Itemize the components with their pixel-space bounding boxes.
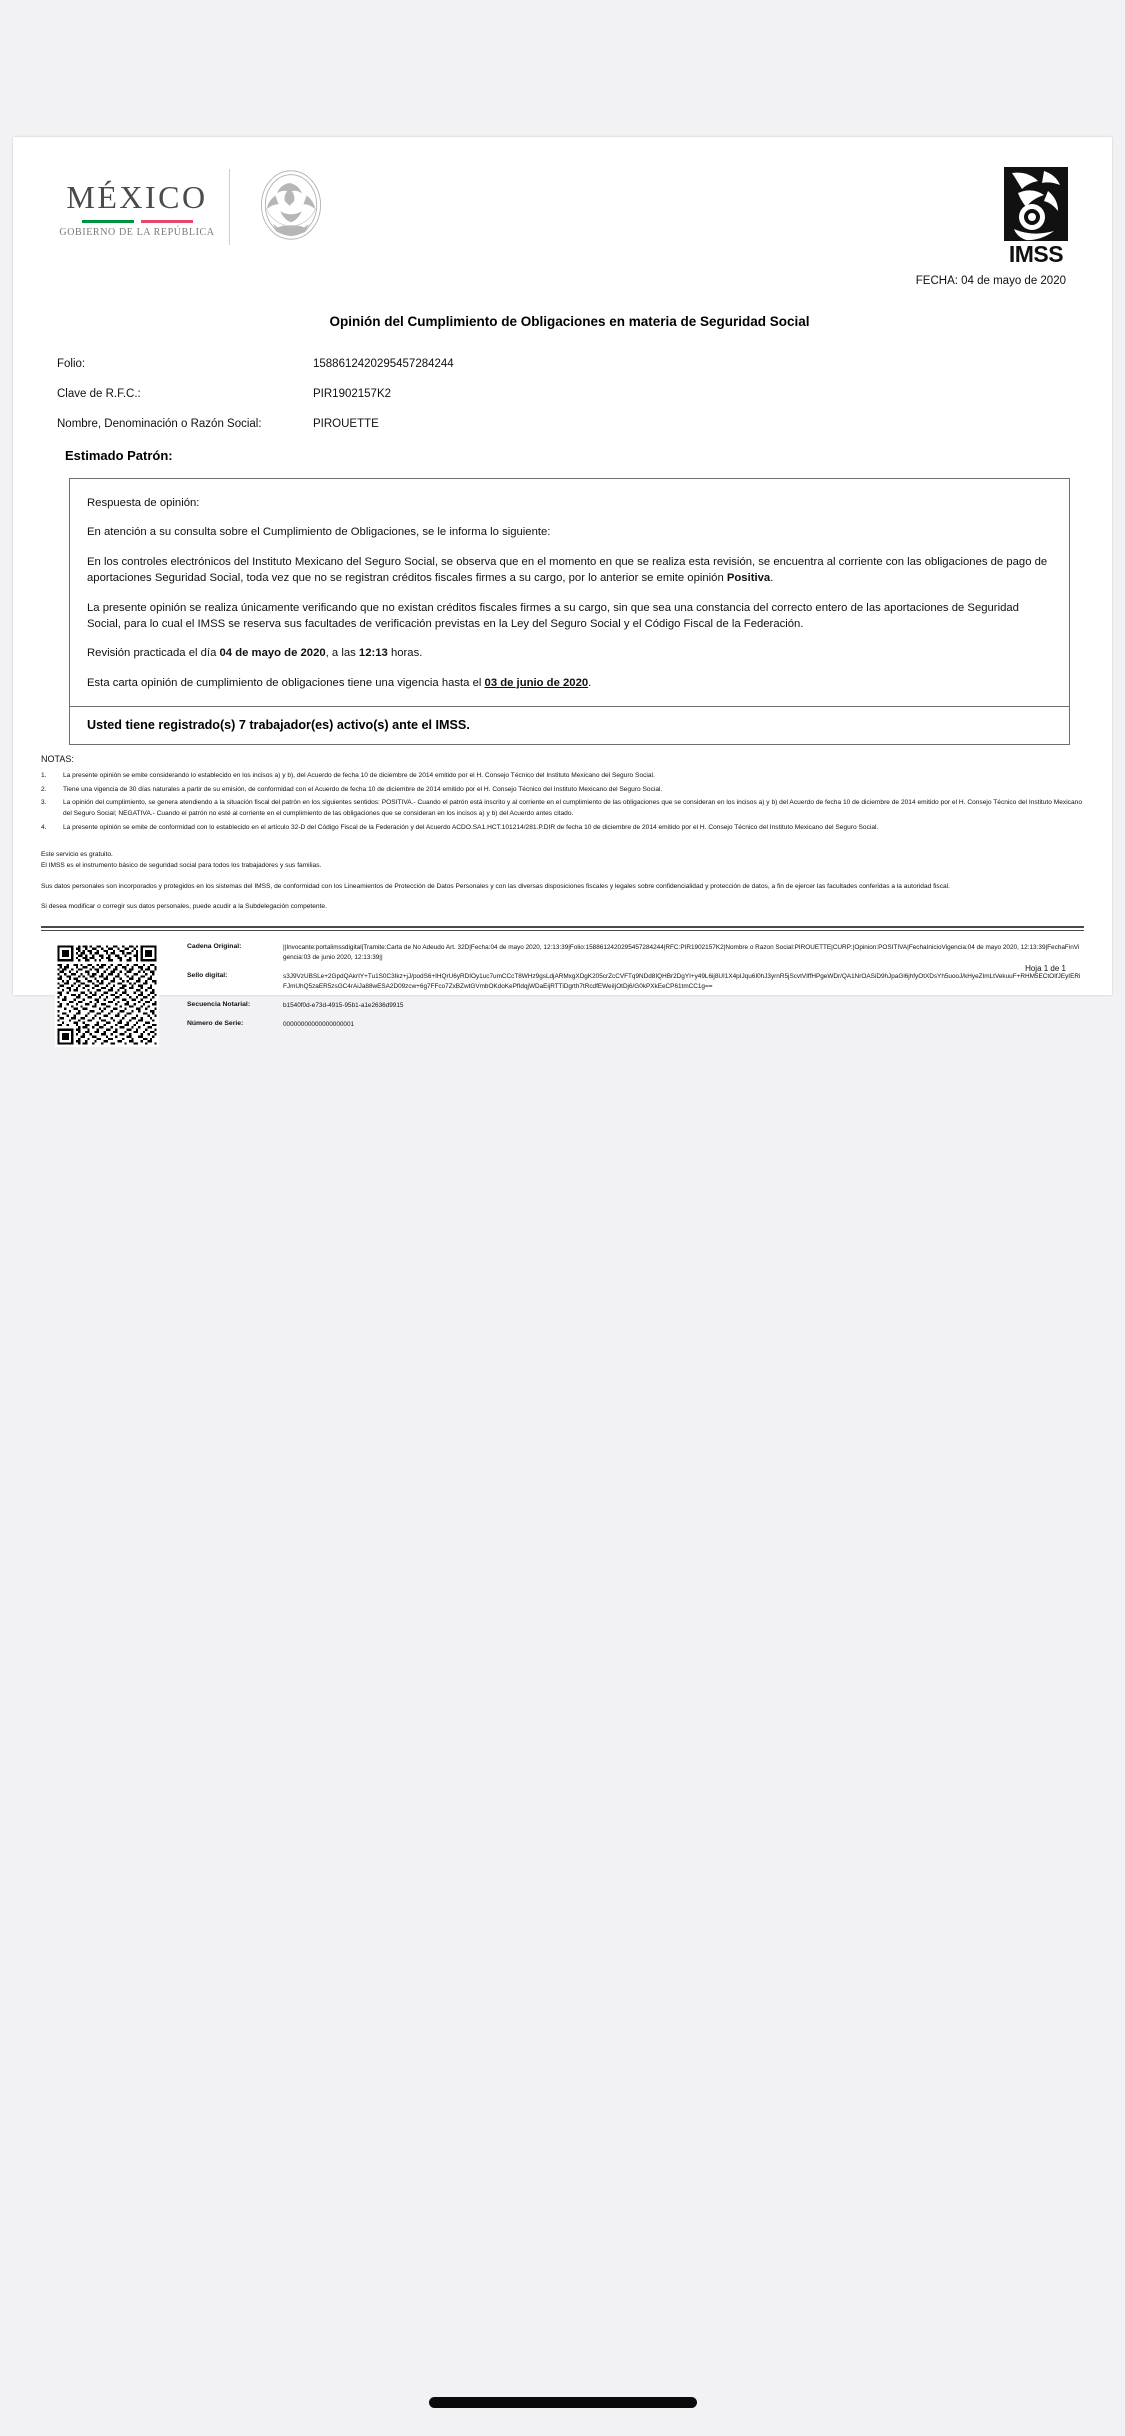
note-text: La opinión del cumplimiento, se genera atendiendo a la situación fiscal del patrón en los siguientes sentidos: POSITIVA.- Cuando el patrón está inscrito y al corriente en el cumplimiento de las obligaciones que se consideran en los incisos a) y b) del Acuerdo de fecha 10 de diciembre de 2014 emitido por el H. Consejo Técnico del Instituto Mexicano del Seguro Social; NEGATIVA.- Cuando el patrón no esté al corriente en el cumplimiento de las obligaciones que se consideran en los incisos a) y b) del Acuerdo antes citado. (63, 799, 1082, 818)
vigencia-post: . (588, 676, 592, 689)
sig-label-serie: Número de Serie: (187, 1019, 244, 1027)
field-label-folio: Folio: (57, 358, 86, 370)
response-body (70, 479, 1069, 706)
imss-wordmark-text: IMSS (1008, 241, 1064, 267)
document-date: FECHA: 04 de mayo de 2020 (915, 275, 1066, 287)
mexico-subtitle-text: GOBIERNO DE LA REPÚBLICA (59, 226, 215, 238)
response-box (69, 478, 1070, 745)
gobierno-logo-group (57, 163, 330, 247)
field-label-nombre: Nombre, Denominación o Razón Social: (57, 418, 262, 430)
response-vigencia (87, 675, 1052, 691)
response-revision (87, 645, 1052, 661)
field-row-nombre (57, 418, 1112, 430)
legal-line-gratuito: Este servicio es gratuito. (41, 851, 113, 859)
worker-count-text: Usted tiene registrado(s) 7 trabajador(es) activo(s) ante el IMSS. (70, 706, 1069, 744)
revision-mid: , a las (325, 647, 359, 660)
page-title: Opinión del Cumplimiento de Obligaciones en materia de Seguridad Social (329, 314, 810, 329)
response-disclaimer: La presente opinión se realiza únicamente verificando que no existan créditos fiscales firmes a su cargo, sin que sea una constancia del correcto entero de las aportaciones de Seguridad Social, para lo cual el IMSS se reserva sus facultades de verificación previstas en la Ley del Seguro Social y el Código Fiscal de la Federación. (87, 601, 1019, 630)
sig-value-cadena: ||Invocante:portalimssdigital|Tramite:Carta de No Adeudo Art. 32D|Fecha:04 de mayo 2020, 12:13:39|Folio:1588612420295457284244|RFC:PIR1902157K2|Nombre o Razon Social:PIROUETTE|CURP:|Opinion:POSITIVA|FechaInicioVigencia:04 de mayo 2020, 12:13:39|FechaFinVigencia:03 de junio 2020, 12:13:39|| (283, 944, 1080, 961)
sig-label-cadena: Cadena Original: (187, 943, 242, 951)
sig-value-secuencia: b1540f0d-e73d-4915-95b1-a1e2636d9915 (283, 1001, 404, 1009)
response-status-pre: En los controles electrónicos del Instituto Mexicano del Seguro Social, se observa que en el momento en que se realiza esta revisión, se encuentra al corriente con las obligaciones de pago de aportaciones Seguridad Social, toda vez que no se registran créditos fiscales firmes a su cargo, por lo anterior se emite opinión (87, 555, 1048, 585)
mexico-wordmark (57, 173, 217, 238)
note-text: La presente opinión se emite considerando lo establecido en los incisos a) y b), del Acuerdo de fecha 10 de diciembre de 2014 emitido por el H. Consejo Técnico del Instituto Mexicano del Seguro Social. (63, 772, 655, 779)
response-status-post: . (770, 572, 774, 585)
vigencia-pre: Esta carta opinión de cumplimiento de obligaciones tiene una vigencia hasta el (87, 676, 485, 689)
legal-spacer (41, 872, 1082, 882)
response-status-paragraph (87, 554, 1052, 587)
note-text: Tiene una vigencia de 30 días naturales a partir de su emisión, de conformidad con el Acuerdo de fecha 10 de diciembre de 2014 emitido por el H. Consejo Técnico del Instituto Mexicano del Seguro Social. (63, 785, 663, 793)
revision-date: 04 de mayo de 2020 (219, 647, 326, 660)
legal-block (13, 850, 1112, 913)
legal-line-modificar: Si desea modificar o corregir sus datos personales, puede acudir a la Subdelegación competente. (41, 903, 327, 911)
revision-post: horas. (387, 647, 423, 660)
sig-row-sello (187, 972, 1082, 992)
note-item (41, 798, 1082, 819)
notes-heading: NOTAS: (41, 754, 74, 764)
vigencia-date: 03 de junio de 2020 (484, 676, 589, 689)
sig-label-sello: Sello digital: (187, 971, 228, 979)
notes-list (13, 771, 1112, 833)
identity-fields (13, 358, 1112, 430)
mexican-coat-of-arms-icon (252, 163, 330, 247)
sig-label-secuencia: Secuencia Notarial: (187, 1000, 251, 1008)
revision-time: 12:13 (358, 647, 388, 660)
legal-line-datos: Sus datos personales son incorporados y protegidos en los sistemas del IMSS, de conformidad con los Lineamientos de Protección de Datos Personales y con las diversas disposiciones fiscales y legales sobre confidencialidad y protección de datos, a fin de ejercer las facultades conferidas a la autoridad fiscal. (41, 882, 950, 890)
sig-value-serie: 00000000000000000001 (283, 1020, 355, 1028)
sig-row-serie (187, 1020, 1082, 1030)
revision-pre: Revisión practicada el día (87, 647, 220, 660)
response-status-word: Positiva (726, 572, 771, 585)
flag-rule (57, 220, 217, 223)
field-label-rfc: Clave de R.F.C.: (57, 388, 141, 400)
masthead (13, 137, 1112, 266)
sig-row-secuencia (187, 1001, 1082, 1011)
field-value-nombre: PIROUETTE (313, 418, 379, 430)
sig-value-sello: s3J9VzUBSLe+2GpdQAkrIY+Tu1S0C3Ikz+jJ/podS6+IHQrU6yRDIOy1uc7umCCcT8WHz9gsLdjARMxgXDgK205crZcCVFTq9NDd8IQHBr2DgYI+y49L6ij8UI1X4pIJqu6I0hJ3yrnR5jScvtVIffHPgeWDr/QA1NrOASiD9hJpaGl6jhfyOtXDsYh5uooJ/kHyeZImLtVekuuF+RHM5ECtOIfJEyIERiFJmUhQ5zaER5zsGC4rAiJa88wESA2D09zcw+6g7FFco7ZxBZwtGVmbOKdoKePfIdqjWDaEijRTTiDgrth7tRcdfEWeiIjOtDj6/G0kPXkEeCP61tmCC1g== (283, 972, 1081, 990)
note-item (41, 823, 1082, 834)
note-number: 1. (41, 772, 47, 779)
field-row-folio (57, 358, 1112, 370)
page-number: Hoja 1 de 1 (1025, 964, 1066, 973)
document-page (13, 137, 1112, 1028)
qr-code-icon (55, 943, 159, 1047)
sig-row-cadena (187, 943, 1082, 963)
note-number: 4. (41, 823, 47, 831)
note-text: La presente opinión se emite de conformidad con lo establecido en el artículo 32-D del Código Fiscal de la Federación y del Acuerdo ACDO.SA1.HCT.101214/281.P.DIR de fecha 10 de diciembre de 2014 emitido por el H. Consejo Técnico del Instituto Mexicano del Seguro Social. (63, 823, 879, 831)
response-heading: Respuesta de opinión: (87, 497, 200, 509)
response-intro: En atención a su consulta sobre el Cumplimiento de Obligaciones, se le informa lo siguiente: (87, 526, 551, 539)
note-number: 2. (41, 785, 47, 793)
field-row-rfc (57, 388, 1112, 400)
legal-line-instrumento: El IMSS es el instrumento básico de seguridad social para todos los trabajadores y sus familias. (41, 862, 322, 870)
home-indicator[interactable] (429, 2397, 697, 2408)
note-item (41, 785, 1082, 796)
mexico-wordmark-text: MÉXICO (66, 178, 208, 215)
masthead-divider (229, 169, 230, 245)
imss-eagle-icon (1004, 167, 1068, 241)
greeting-text: Estimado Patrón: (65, 448, 173, 463)
note-number: 3. (41, 799, 47, 807)
imss-logo-group (1004, 163, 1068, 266)
note-item (41, 771, 1082, 782)
field-value-folio: 1588612420295457284244 (313, 358, 454, 370)
signature-block (13, 931, 1112, 1047)
signature-fields (159, 941, 1082, 1047)
field-value-rfc: PIR1902157K2 (313, 388, 392, 400)
legal-spacer (41, 892, 1082, 902)
